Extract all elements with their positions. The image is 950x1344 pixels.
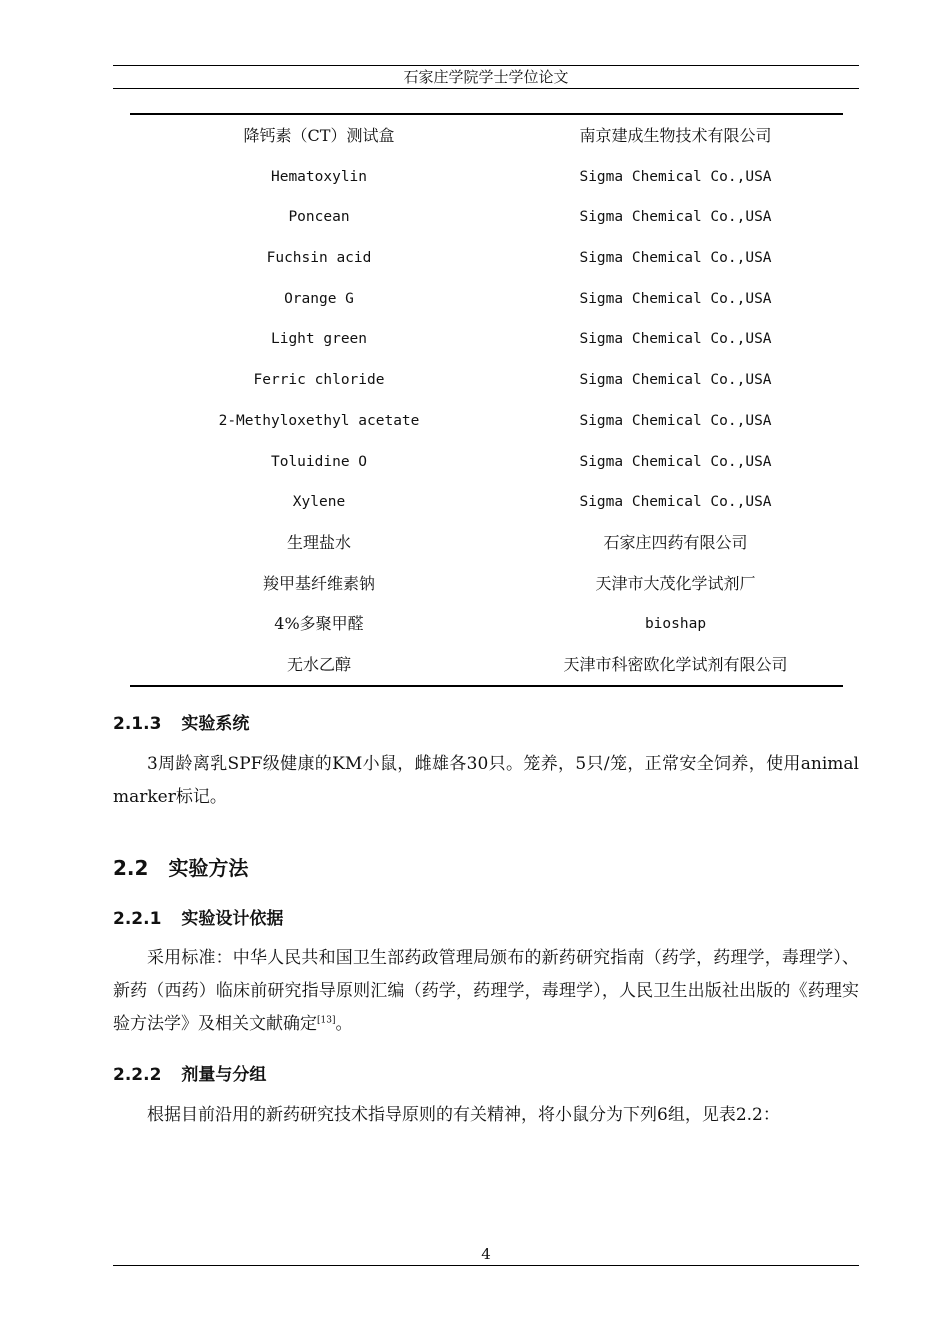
material-name-cell: Light green bbox=[270, 331, 368, 348]
supplier-cell: Sigma Chemical Co.,USA bbox=[579, 168, 772, 185]
header-rule-bottom bbox=[113, 88, 859, 89]
material-name-cell: Hematoxylin bbox=[270, 168, 368, 185]
material-name-cell: Poncean bbox=[288, 209, 350, 226]
supplier-cell: Sigma Chemical Co.,USA bbox=[579, 412, 772, 429]
material-name-cell: 羧甲基纤维素钠 bbox=[262, 573, 375, 593]
citation-ref: [13] bbox=[317, 1015, 336, 1026]
running-header: 石家庄学院学士学位论文 bbox=[403, 68, 569, 86]
materials-table bbox=[130, 116, 843, 686]
paragraph-text: 采用标准：中华人民共和国卫生部药政管理局颁布的新药研究指南（药学，药理学，毒理学）、新药（西药）临床前研究指导原则汇编（药学，药理学，毒理学），人民卫生出版社出版的《药理实验方法学》及相关文献确定 bbox=[113, 948, 859, 1034]
table-row bbox=[130, 482, 843, 523]
table-row bbox=[130, 238, 843, 279]
footer-rule bbox=[113, 1265, 859, 1266]
supplier-cell: Sigma Chemical Co.,USA bbox=[579, 331, 772, 348]
paragraph-experimental-system: 3周龄离乳SPF级健康的KM小鼠，雌雄各30只。笼养，5只/笼，正常安全饲养，使用animal marker标记。 bbox=[113, 754, 859, 807]
section-heading-2-2-2 bbox=[113, 1064, 266, 1086]
table-row bbox=[130, 279, 843, 320]
section-title: 实验方法 bbox=[168, 856, 249, 880]
material-name-cell: Fuchsin acid bbox=[266, 250, 372, 267]
supplier-cell: Sigma Chemical Co.,USA bbox=[579, 372, 772, 389]
paragraph-end: 。 bbox=[335, 1014, 353, 1034]
material-name-cell: Xylene bbox=[292, 494, 346, 511]
section-heading-2-1-3 bbox=[113, 713, 249, 735]
paragraph-dosage-grouping: 根据目前沿用的新药研究技术指导原则的有关精神，将小鼠分为下列6组，见表2.2： bbox=[147, 1105, 780, 1125]
section-title: 实验设计依据 bbox=[181, 909, 284, 929]
section-number: 2.2 bbox=[113, 856, 149, 880]
paragraph-design-basis bbox=[113, 942, 859, 1041]
supplier-cell: Sigma Chemical Co.,USA bbox=[579, 250, 772, 267]
table-row bbox=[130, 645, 843, 686]
section-title: 实验系统 bbox=[181, 714, 250, 734]
supplier-cell: 天津市科密欧化学试剂有限公司 bbox=[563, 654, 788, 674]
section-heading-2-2 bbox=[113, 855, 248, 881]
table-row bbox=[130, 116, 843, 157]
supplier-cell: 南京建成生物技术有限公司 bbox=[579, 126, 772, 145]
section-title: 剂量与分组 bbox=[181, 1065, 267, 1085]
table-row bbox=[130, 401, 843, 442]
table-row bbox=[130, 564, 843, 605]
supplier-cell: 石家庄四药有限公司 bbox=[603, 532, 748, 552]
supplier-cell: 天津市大茂化学试剂厂 bbox=[595, 573, 756, 593]
material-name-cell: 降钙素（CT）测试盒 bbox=[243, 126, 395, 145]
material-name-cell: Toluidine O bbox=[270, 453, 368, 470]
section-heading-2-2-1 bbox=[113, 908, 283, 930]
supplier-cell: Sigma Chemical Co.,USA bbox=[579, 453, 772, 470]
material-name-cell: Ferric chloride bbox=[253, 372, 385, 389]
section-number: 2.2.1 bbox=[113, 909, 162, 929]
supplier-cell: bioshap bbox=[644, 616, 707, 633]
supplier-cell: Sigma Chemical Co.,USA bbox=[579, 494, 772, 511]
material-name-cell: 4%多聚甲醛 bbox=[274, 614, 364, 634]
material-name-cell: 无水乙醇 bbox=[286, 654, 351, 674]
table-row bbox=[130, 157, 843, 198]
page-number: 4 bbox=[481, 1245, 491, 1263]
table-row bbox=[130, 604, 843, 645]
material-name-cell: 2-Methyloxethyl acetate bbox=[218, 412, 420, 429]
table-top-rule bbox=[130, 113, 843, 115]
section-number: 2.2.2 bbox=[113, 1065, 162, 1085]
table-row bbox=[130, 523, 843, 564]
table-row bbox=[130, 319, 843, 360]
section-number: 2.1.3 bbox=[113, 714, 162, 734]
supplier-cell: Sigma Chemical Co.,USA bbox=[579, 209, 772, 226]
table-row bbox=[130, 442, 843, 483]
supplier-cell: Sigma Chemical Co.,USA bbox=[579, 290, 772, 307]
table-row bbox=[130, 360, 843, 401]
header-rule-top bbox=[113, 65, 859, 66]
material-name-cell: 生理盐水 bbox=[286, 532, 351, 552]
table-row bbox=[130, 197, 843, 238]
material-name-cell: Orange G bbox=[284, 290, 354, 307]
table-bottom-rule bbox=[130, 685, 843, 687]
